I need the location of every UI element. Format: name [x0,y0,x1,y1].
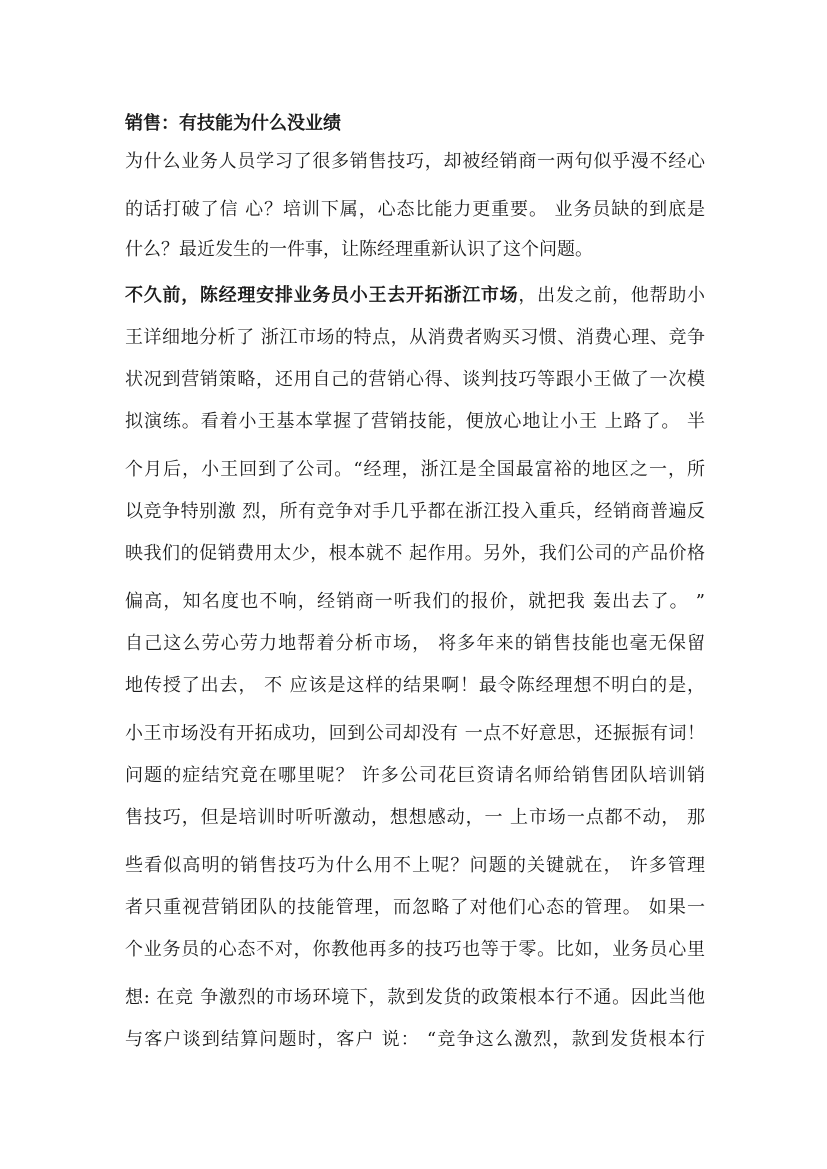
paragraph-line: 个月后，小王回到了公司。“经理，浙江是全国最富裕的地区之一，所 [125,459,705,480]
paragraph-line: 王详细地分析了 浙江市场的特点，从消费者购买习惯、消费心理、竞争 [125,327,705,348]
paragraph-line: 拟演练。看着小王基本掌握了营销技能，便放心地让小王 上路了。 半 [125,411,705,432]
paragraph-line: 者只重视营销团队的技能管理，而忽略了对他们心态的管理。 如果一 [125,897,705,918]
paragraph-line: 为什么业务人员学习了很多销售技巧，却被经销商一两句似乎漫不经心 [125,151,705,172]
paragraph-line: 什么？最近发生的一件事，让陈经理重新认识了这个问题。 [125,239,593,260]
paragraph-line: 地传授了出去， 不 应该是这样的结果啊！最令陈经理想不明白的是， [125,675,705,696]
paragraph-line: 与客户谈到结算问题时，客户 说： “竞争这么激烈，款到发货根本行 [125,1029,705,1050]
lead-rest-text: ，出发之前，他帮助小 [518,285,706,306]
paragraph-line: 偏高，知名度也不响，经销商一听我们的报价，就把我 轰出去了。 ” [125,591,705,612]
paragraph-line: 自己这么劳心劳力地帮着分析市场， 将多年来的销售技能也毫无保留 [125,633,705,654]
paragraph-line: 映我们的促销费用太少，根本就不 起作用。另外，我们公司的产品价格 [125,543,705,564]
paragraph-line: 以竞争特别激 烈，所有竞争对手几乎都在浙江投入重兵，经销商普遍反 [125,501,705,522]
paragraph-line [125,284,705,308]
paragraph-line: 个业务员的心态不对，你教他再多的技巧也等于零。比如，业务员心里 [125,939,705,960]
paragraph-line: 小王市场没有开拓成功，回到公司却没有 一点不好意思，还振振有词！ [125,723,705,744]
document-title: 销售：有技能为什么没业绩 [125,113,341,134]
paragraph-line: 些看似高明的销售技巧为什么用不上呢？问题的关键就在， 许多管理 [125,855,705,876]
paragraph-line: 想: 在竞 争激烈的市场环境下，款到发货的政策根本行不通。因此当他 [125,987,705,1008]
paragraph-line: 的话打破了信 心？培训下属，心态比能力更重要。 业务员缺的到底是 [125,199,705,220]
paragraph-line: 售技巧，但是培训时听听激动，想想感动，一 上市场一点都不动， 那 [125,807,705,828]
paragraph-line: 问题的症结究竟在哪里呢？ 许多公司花巨资请名师给销售团队培训销 [125,765,705,786]
paragraph-line: 状况到营销策略，还用自己的营销心得、谈判技巧等跟小王做了一次模 [125,369,705,390]
bold-lead-text: 不久前，陈经理安排业务员小王去开拓浙江市场 [125,285,519,306]
